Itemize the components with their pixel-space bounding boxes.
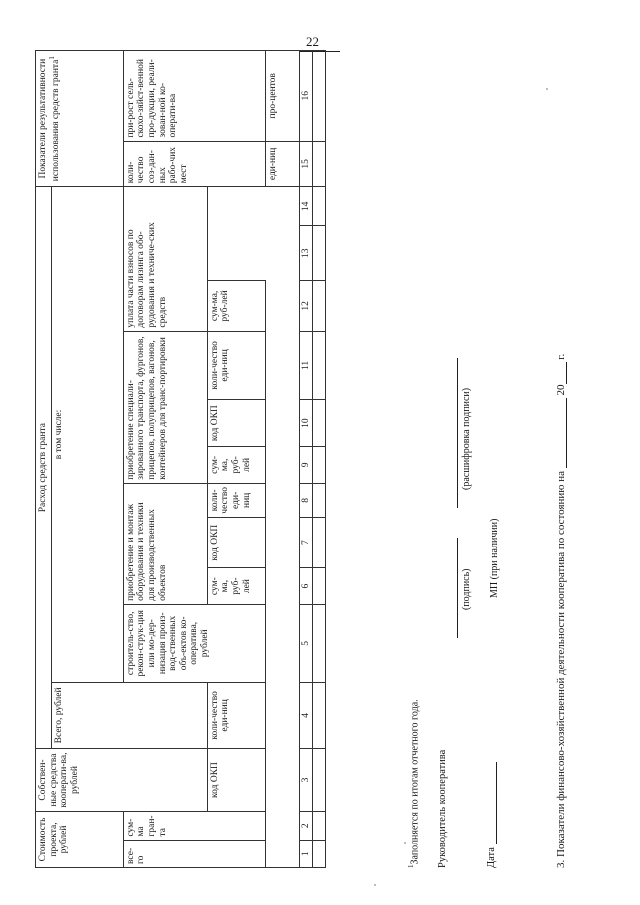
header-sum: сум-ма, руб-лей [207,568,265,605]
data-cell [313,518,326,568]
col-number: 13 [299,226,313,281]
stamp-label: МП (при наличии) [489,518,500,598]
date-row [485,762,497,868]
header-grant-spending: Расход средств гранта [36,187,52,749]
signature-caption: (подпись) [461,568,472,610]
header-all: все-го [123,840,265,867]
col-number: 10 [299,400,313,447]
header-including: в том числе: [51,187,123,682]
col-number: 5 [299,604,313,682]
col-number: 9 [299,447,313,484]
header-own-funds: Собствен-ные средства кооперати-ва, рублей [36,749,208,812]
col-number: 12 [299,281,313,331]
data-cell [313,811,326,840]
header-qty: коли-чество еди-ниц [207,331,265,400]
empty-data-row [313,51,326,868]
col-number: 7 [299,518,313,568]
year-blank [555,362,567,384]
header-jobs: коли-чество соз-дан-ных рабо-чих мест [123,141,265,187]
header-qty: коли-чество еди-ниц [207,682,265,748]
col-number: 16 [299,51,313,142]
data-cell [313,682,326,748]
col-number: 11 [299,331,313,400]
data-cell [313,51,326,142]
header-sum: сум-ма, руб-лей [207,281,265,331]
data-cell [313,840,326,867]
data-cell [313,331,326,400]
header-equipment: приобретение и монтаж оборудования и техники для производственных объектов [123,483,207,604]
date-blank [555,398,567,468]
col-number: 14 [299,187,313,226]
header-okp: код ОКП [207,518,265,568]
header-construction: строитель-ство, рекон-струк-ция или мо-дер-низация произ-вод-ственных объ-ектов ко-оператива, рублей [123,604,265,682]
header-percent: про-центов [265,51,299,142]
data-cell [313,187,326,226]
scan-speck [546,88,548,90]
col-number: 3 [299,749,313,812]
decode-line [457,358,458,508]
data-cell [313,483,326,517]
col-number: 6 [299,568,313,605]
header-units: еди-ниц [265,141,299,187]
col-number: 4 [299,682,313,748]
col-number: 1 [299,840,313,867]
data-cell [313,447,326,484]
scan-speck [404,842,406,844]
data-cell [313,400,326,447]
header-transport: приобретение специали-зированного транспорта, фургонов, прицепов, полуприцепов, вагонов, контейнеров для транс-портировки [123,331,207,483]
header-total: Всего, рублей [51,682,207,748]
page-number: 22 [306,34,340,52]
spacer-cell [265,187,299,868]
grant-usage-table [35,50,326,868]
data-cell [313,226,326,281]
section-heading: 3. Показатели финансово-хозяйственной деятельности кооператива по состоянию на 20 г. [555,353,567,868]
header-project-cost: Стоимость проекта, рублей [36,811,124,867]
header-sum: сум-ма, руб-лей [207,447,265,484]
header-indicators: Показатели результативности использования средств гранта$^1$ [36,51,124,187]
data-cell [313,749,326,812]
data-cell [313,281,326,331]
col-number: 15 [299,141,313,187]
header-grant-sum: сум-ма гран-та [123,811,265,840]
head-label: Руководитель кооператива [437,749,448,868]
header-leasing: уплата части взносов по договорам лизинга обо-рудования и техниче-ских средств [123,187,207,331]
date-line [485,762,497,844]
header-okp: код ОКП [207,749,265,812]
date-label: Дата [486,847,497,868]
col-number: 8 [299,483,313,517]
rotated-page-content [35,48,600,868]
col-number: 2 [299,811,313,840]
data-cell [313,141,326,187]
decode-caption: (расшифровка подписи) [461,387,472,490]
header-okp: код ОКП [207,400,265,447]
data-cell [313,604,326,682]
header-qty: коли-чество еди-ниц [207,483,265,517]
header-growth: при-рост сель-скохо-зяйст-венной про-дукции, реали-зован-ной ко-операти-ва [123,51,265,142]
footnote: $^1$Заполняется по итогам отчетного года. [407,699,421,868]
data-cell [313,568,326,605]
scan-speck [374,884,376,886]
column-number-row [299,51,313,868]
signature-line [457,538,458,638]
